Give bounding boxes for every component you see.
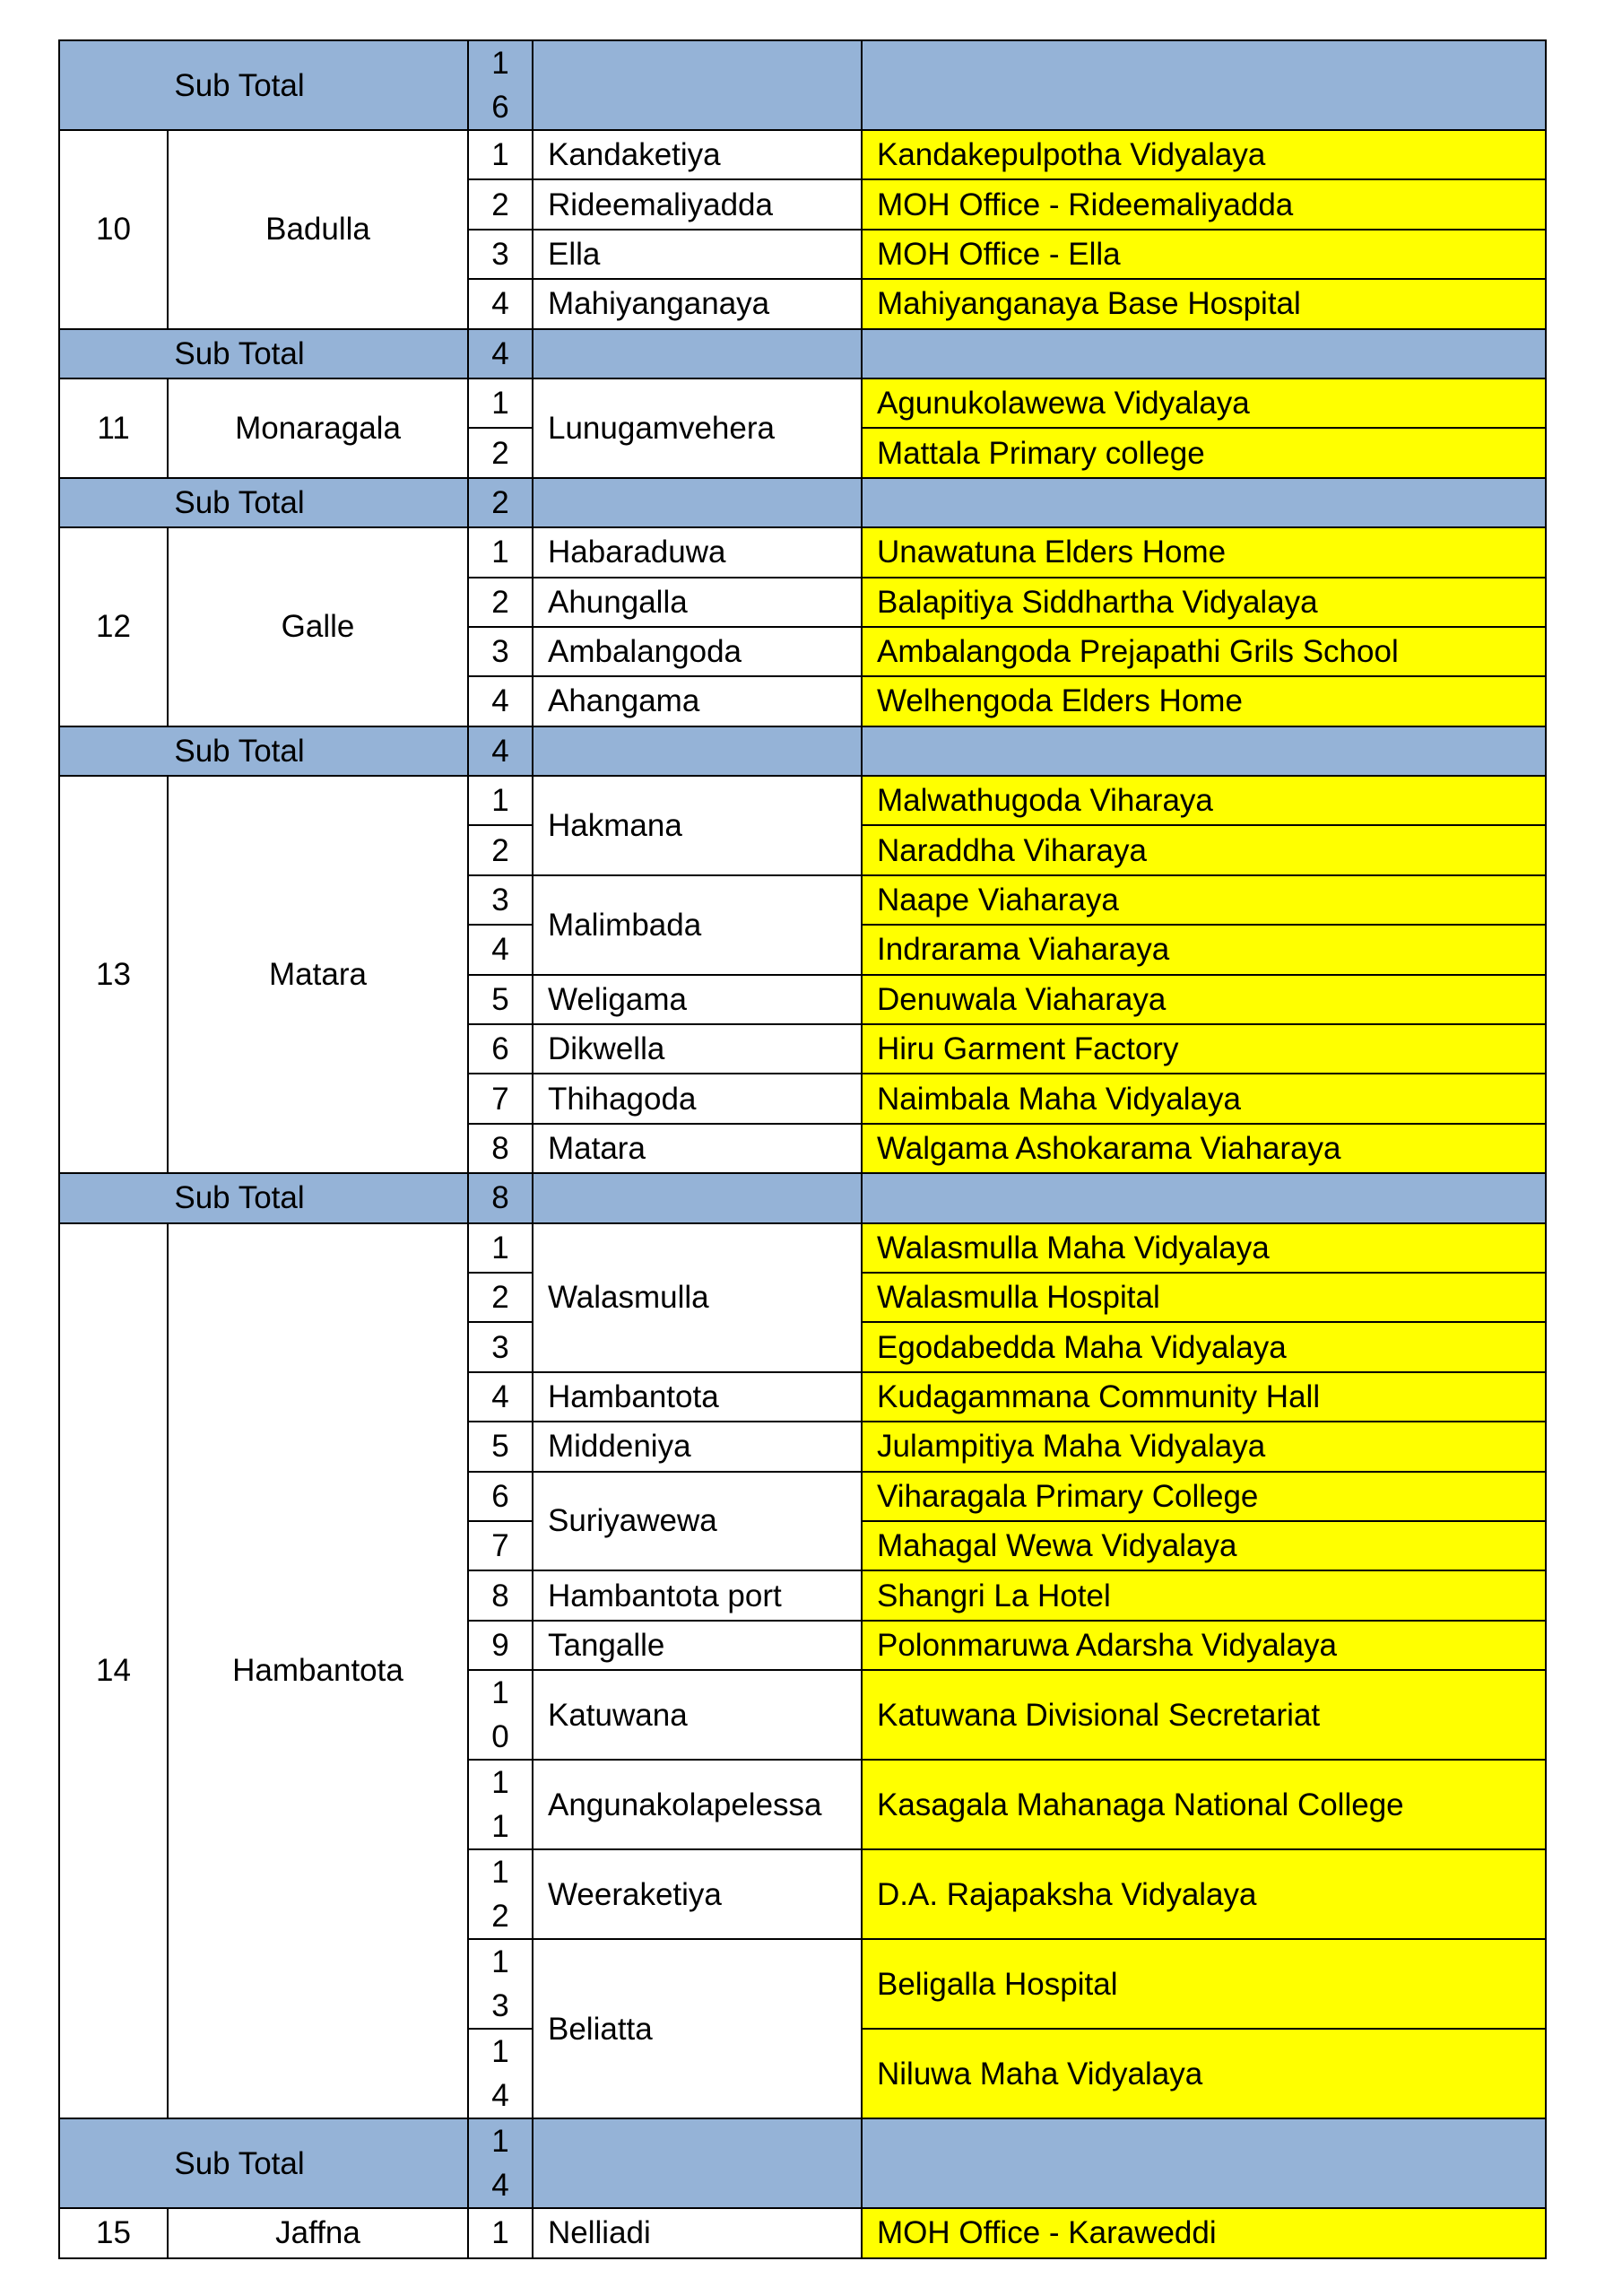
row-index — [468, 1760, 533, 1849]
moh-area: Thihagoda — [533, 1074, 862, 1123]
subtotal-empty-moh — [533, 726, 862, 776]
moh-area: Hambantota — [533, 1372, 862, 1422]
location-name: Walgama Ashokarama Viaharaya — [862, 1124, 1546, 1173]
location-name: Mahagal Wewa Vidyalaya — [862, 1521, 1546, 1570]
index-digit: 3 — [491, 1988, 509, 2024]
subtotal-empty-location — [862, 478, 1546, 527]
district-name: Hambantota — [168, 1223, 468, 2119]
location-name: Denuwala Viaharaya — [862, 975, 1546, 1024]
subtotal-count — [468, 2118, 533, 2208]
subtotal-count — [468, 40, 533, 130]
district-number: 10 — [59, 130, 168, 329]
row-index: 1 — [468, 378, 533, 428]
location-name: Mattala Primary college — [862, 428, 1546, 477]
index-digit: 0 — [491, 1719, 509, 1755]
row-index — [468, 1849, 533, 1939]
row-index: 1 — [468, 2208, 533, 2257]
subtotal-row — [59, 40, 1546, 130]
district-name: Badulla — [168, 130, 468, 329]
moh-area: Hakmana — [533, 776, 862, 875]
subtotal-empty-moh — [533, 2118, 862, 2208]
subtotal-empty-location — [862, 329, 1546, 378]
location-name: MOH Office - Rideemaliyadda — [862, 179, 1546, 229]
district-number: 14 — [59, 1223, 168, 2119]
district-location-table — [58, 39, 1547, 2259]
row-index: 5 — [468, 975, 533, 1024]
subtotal-label: Sub Total — [59, 40, 468, 130]
subtotal-empty-moh — [533, 329, 862, 378]
location-name: Katuwana Divisional Secretariat — [862, 1670, 1546, 1760]
location-name: Walasmulla Hospital — [862, 1273, 1546, 1322]
location-name: Indrarama Viaharaya — [862, 925, 1546, 974]
location-name: Kasagala Mahanaga National College — [862, 1760, 1546, 1849]
moh-area: Malimbada — [533, 875, 862, 975]
district-number: 11 — [59, 378, 168, 478]
moh-area: Hambantota port — [533, 1570, 862, 1620]
row-index: 4 — [468, 1372, 533, 1422]
index-digit: 1 — [491, 1765, 509, 1801]
subtotal-empty-moh — [533, 40, 862, 130]
index-digit: 1 — [491, 1855, 509, 1891]
row-index: 4 — [468, 925, 533, 974]
location-name: Malwathugoda Viharaya — [862, 776, 1546, 825]
subtotal-empty-location — [862, 2118, 1546, 2208]
subtotal-count: 4 — [468, 329, 533, 378]
row-index: 1 — [468, 1223, 533, 1273]
row-index: 4 — [468, 279, 533, 328]
location-name: Walasmulla Maha Vidyalaya — [862, 1223, 1546, 1273]
table-row — [59, 776, 1546, 825]
location-name: Mahiyanganaya Base Hospital — [862, 279, 1546, 328]
location-name: Niluwa Maha Vidyalaya — [862, 2029, 1546, 2118]
location-name: Ambalangoda Prejapathi Grils School — [862, 627, 1546, 676]
row-index: 3 — [468, 875, 533, 925]
moh-area: Ahungalla — [533, 578, 862, 627]
location-name: Kudagammana Community Hall — [862, 1372, 1546, 1422]
row-index: 2 — [468, 179, 533, 229]
moh-area: Weligama — [533, 975, 862, 1024]
location-name: Naraddha Viharaya — [862, 825, 1546, 874]
row-index: 2 — [468, 1273, 533, 1322]
location-name: Beligalla Hospital — [862, 1939, 1546, 2029]
location-name: MOH Office - Ella — [862, 230, 1546, 279]
moh-area: Suriyawewa — [533, 1472, 862, 1571]
index-digit: 1 — [491, 46, 509, 81]
district-number: 12 — [59, 527, 168, 726]
district-number: 15 — [59, 2208, 168, 2257]
row-index: 1 — [468, 527, 533, 577]
district-name: Galle — [168, 527, 468, 726]
row-index: 3 — [468, 627, 533, 676]
moh-area: Dikwella — [533, 1024, 862, 1074]
index-digit: 6 — [491, 90, 509, 125]
row-index: 8 — [468, 1124, 533, 1173]
location-name: Naape Viaharaya — [862, 875, 1546, 925]
subtotal-empty-location — [862, 726, 1546, 776]
location-name: Balapitiya Siddhartha Vidyalaya — [862, 578, 1546, 627]
row-index — [468, 1670, 533, 1760]
subtotal-row — [59, 329, 1546, 378]
row-index: 2 — [468, 428, 533, 477]
district-number: 13 — [59, 776, 168, 1173]
location-name: Welhengoda Elders Home — [862, 676, 1546, 726]
row-index: 2 — [468, 578, 533, 627]
district-name: Monaragala — [168, 378, 468, 478]
subtotal-label: Sub Total — [59, 1173, 468, 1222]
table-row — [59, 1223, 1546, 1273]
moh-area: Middeniya — [533, 1422, 862, 1471]
table-row — [59, 527, 1546, 577]
index-digit: 4 — [491, 2078, 509, 2114]
index-digit: 1 — [491, 2124, 509, 2160]
moh-area: Matara — [533, 1124, 862, 1173]
row-index: 2 — [468, 825, 533, 874]
subtotal-count: 8 — [468, 1173, 533, 1222]
subtotal-count: 2 — [468, 478, 533, 527]
moh-area: Weeraketiya — [533, 1849, 862, 1939]
location-name: Julampitiya Maha Vidyalaya — [862, 1422, 1546, 1471]
location-name: D.A. Rajapaksha Vidyalaya — [862, 1849, 1546, 1939]
table-row — [59, 130, 1546, 179]
location-name: Egodabedda Maha Vidyalaya — [862, 1322, 1546, 1371]
row-index: 8 — [468, 1570, 533, 1620]
location-name: Polonmaruwa Adarsha Vidyalaya — [862, 1621, 1546, 1670]
location-name: Unawatuna Elders Home — [862, 527, 1546, 577]
subtotal-label: Sub Total — [59, 478, 468, 527]
subtotal-row — [59, 2118, 1546, 2208]
subtotal-empty-location — [862, 40, 1546, 130]
district-name: Jaffna — [168, 2208, 468, 2257]
row-index: 3 — [468, 230, 533, 279]
moh-area: Katuwana — [533, 1670, 862, 1760]
location-name: Viharagala Primary College — [862, 1472, 1546, 1521]
moh-area: Lunugamvehera — [533, 378, 862, 478]
moh-area: Nelliadi — [533, 2208, 862, 2257]
subtotal-empty-location — [862, 1173, 1546, 1222]
moh-area: Kandaketiya — [533, 130, 862, 179]
index-digit: 1 — [491, 2034, 509, 2070]
moh-area: Angunakolapelessa — [533, 1760, 862, 1849]
subtotal-row — [59, 726, 1546, 776]
index-digit: 4 — [491, 2168, 509, 2204]
table-row — [59, 2208, 1546, 2257]
subtotal-empty-moh — [533, 478, 862, 527]
subtotal-row — [59, 478, 1546, 527]
moh-area: Mahiyanganaya — [533, 279, 862, 328]
subtotal-count: 4 — [468, 726, 533, 776]
row-index: 5 — [468, 1422, 533, 1471]
row-index: 4 — [468, 676, 533, 726]
location-name: Kandakepulpotha Vidyalaya — [862, 130, 1546, 179]
moh-area: Ambalangoda — [533, 627, 862, 676]
row-index: 3 — [468, 1322, 533, 1371]
subtotal-label: Sub Total — [59, 329, 468, 378]
index-digit: 1 — [491, 1675, 509, 1711]
table-body — [59, 40, 1546, 2258]
table-row — [59, 378, 1546, 428]
row-index: 7 — [468, 1074, 533, 1123]
location-name: Agunukolawewa Vidyalaya — [862, 378, 1546, 428]
index-digit: 1 — [491, 1809, 509, 1845]
row-index: 6 — [468, 1472, 533, 1521]
district-name: Matara — [168, 776, 468, 1173]
moh-area: Ahangama — [533, 676, 862, 726]
location-name: Naimbala Maha Vidyalaya — [862, 1074, 1546, 1123]
row-index — [468, 1939, 533, 2029]
location-name: MOH Office - Karaweddi — [862, 2208, 1546, 2257]
location-name: Shangri La Hotel — [862, 1570, 1546, 1620]
moh-area: Tangalle — [533, 1621, 862, 1670]
subtotal-row — [59, 1173, 1546, 1222]
row-index: 9 — [468, 1621, 533, 1670]
moh-area: Walasmulla — [533, 1223, 862, 1372]
subtotal-empty-moh — [533, 1173, 862, 1222]
row-index — [468, 2029, 533, 2118]
subtotal-label: Sub Total — [59, 2118, 468, 2208]
moh-area: Habaraduwa — [533, 527, 862, 577]
subtotal-label: Sub Total — [59, 726, 468, 776]
row-index: 6 — [468, 1024, 533, 1074]
row-index: 1 — [468, 130, 533, 179]
row-index: 1 — [468, 776, 533, 825]
moh-area: Beliatta — [533, 1939, 862, 2118]
location-name: Hiru Garment Factory — [862, 1024, 1546, 1074]
row-index: 7 — [468, 1521, 533, 1570]
moh-area: Ella — [533, 230, 862, 279]
index-digit: 2 — [491, 1899, 509, 1935]
index-digit: 1 — [491, 1944, 509, 1980]
moh-area: Rideemaliyadda — [533, 179, 862, 229]
